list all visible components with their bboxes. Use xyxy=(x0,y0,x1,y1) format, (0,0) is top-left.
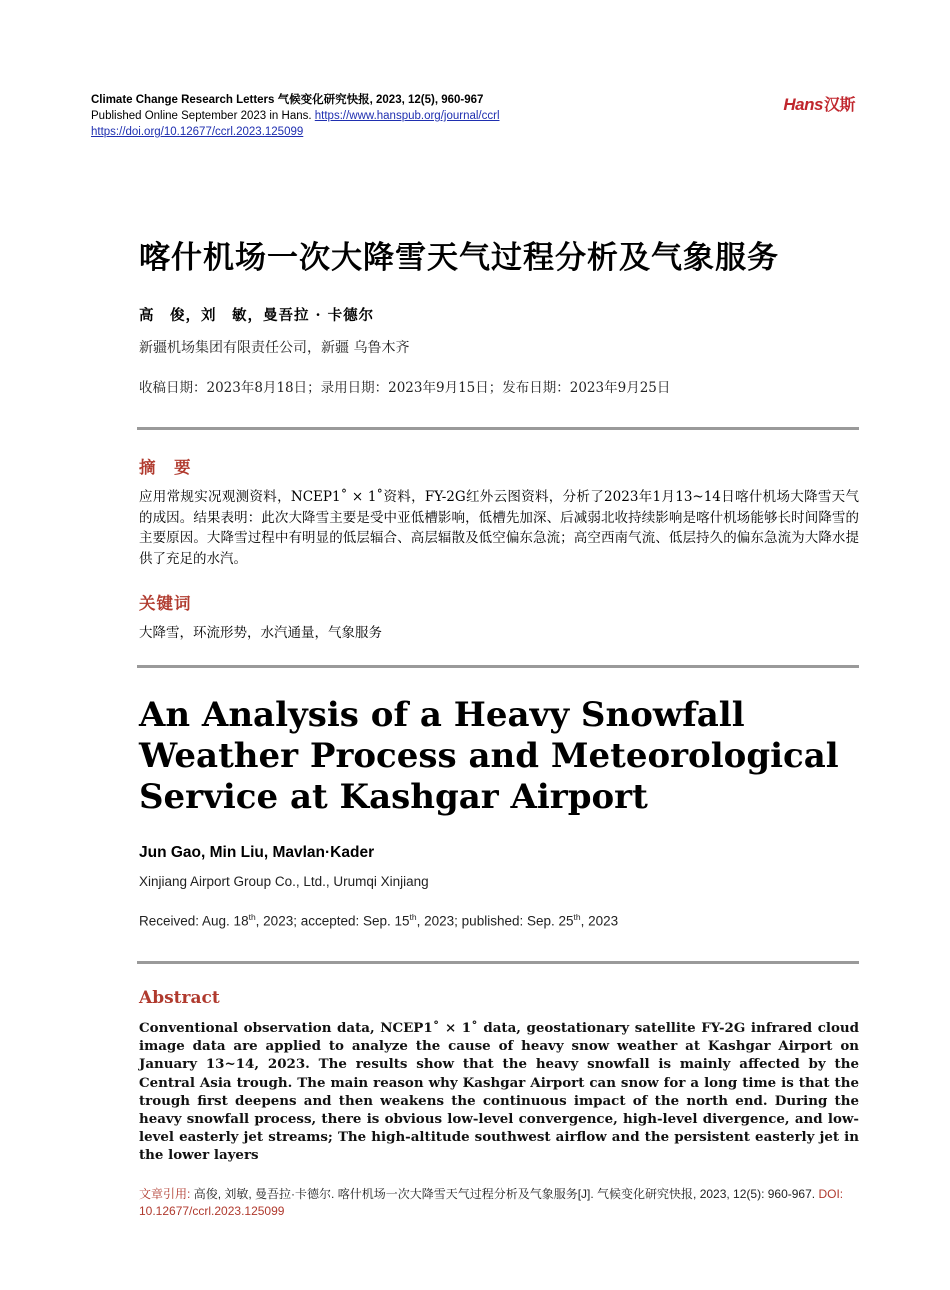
ordinal: th xyxy=(409,912,417,922)
en-abstract-heading: Abstract xyxy=(139,988,220,1008)
en-affiliation: Xinjiang Airport Group Co., Ltd., Urumqi Xinjiang xyxy=(139,874,429,889)
cn-abstract: 应用常规实况观测资料，NCEP1˚ × 1˚资料，FY-2G红外云图资料，分析了2023年1月13~14日喀什机场大降雪天气的成因。结果表明：此次大降雪主要是受中亚低槽影响，低槽先加深、后减弱北收持续影响是喀什机场能够长时间降雪的主要原因。大降雪过程中有明显的低层辐合、高层辐散及低空偏东急流；高空西南气流、低层持久的偏东急流为大降水提供了充足的水汽。 xyxy=(139,489,859,567)
accepted-date: , 2023; accepted: Sep. 15 xyxy=(255,913,410,929)
divider xyxy=(137,427,859,430)
cn-keywords-heading: 关键词 xyxy=(139,594,192,613)
cn-dates: 收稿日期：2023年8月18日；录用日期：2023年9月15日；发布日期：2023年9月25日 xyxy=(139,380,671,396)
received-date: Received: Aug. 18 xyxy=(139,913,249,929)
citation-label: 文章引用: xyxy=(139,1187,191,1201)
en-title: An Analysis of a Heavy Snowfall Weather Process and Meteorological Service at Kashgar Airport xyxy=(139,695,839,817)
en-authors: Jun Gao, Min Liu, Mavlan·Kader xyxy=(139,844,375,861)
published-line xyxy=(91,109,500,124)
published-date: , 2023; published: Sep. 25 xyxy=(416,913,574,929)
divider xyxy=(137,665,859,668)
cn-keywords: 大降雪，环流形势，水汽通量，气象服务 xyxy=(139,625,382,641)
en-dates xyxy=(139,912,618,929)
cn-authors: 高 俊，刘 敏，曼吾拉 · 卡德尔 xyxy=(139,307,375,324)
cn-affiliation: 新疆机场集团有限责任公司，新疆 乌鲁木齐 xyxy=(139,340,410,356)
citation xyxy=(139,1186,859,1220)
divider xyxy=(137,961,859,964)
published-prefix: Published Online September 2023 in Hans. xyxy=(91,110,312,122)
citation-text: 高俊, 刘敏, 曼吾拉·卡德尔. 喀什机场一次大降雪天气过程分析及气象服务[J]. 气候变化研究快报, 2023, 12(5): 960-967. xyxy=(193,1187,816,1201)
citation-doi[interactable]: DOI: 10.12677/ccrl.2023.125099 xyxy=(139,1187,844,1218)
ordinal: th xyxy=(573,912,581,922)
publisher-logo[interactable] xyxy=(783,92,855,115)
doi-line xyxy=(91,125,303,140)
cn-title: 喀什机场一次大降雪天气过程分析及气象服务 xyxy=(139,240,779,276)
ordinal: th xyxy=(248,912,256,922)
year-end: , 2023 xyxy=(580,913,619,929)
cn-abstract-heading: 摘 要 xyxy=(139,458,192,477)
logo-cn: 汉斯 xyxy=(823,97,855,114)
journal-link[interactable]: https://www.hanspub.org/journal/ccrl xyxy=(314,110,500,122)
en-abstract: Conventional observation data, NCEP1˚ × 1˚ data, geostationary satellite FY-2G infrared cloud image data are applied to analyze the cause of heavy snow weather at Kashgar Airport on January 13~14, 2023. The results show that the heavy snowfall is mainly affected by the Central Asia trough. The main reason why Kashgar Airport can snow for a long time is that the trough first deepens and then weakens the continuous impact of the north end. During the heavy snowfall process, there is obvious low-level convergence, high-level divergence, and low-level easterly jet streams; The high-altitude southwest airflow and the persistent easterly jet in the lower layers xyxy=(139,1020,859,1164)
doi-link[interactable]: https://doi.org/10.12677/ccrl.2023.125099 xyxy=(91,126,304,138)
journal-line: Climate Change Research Letters 气候变化研究快报, 2023, 12(5), 960-967 xyxy=(91,94,484,106)
logo-latin: Hans xyxy=(783,95,823,114)
